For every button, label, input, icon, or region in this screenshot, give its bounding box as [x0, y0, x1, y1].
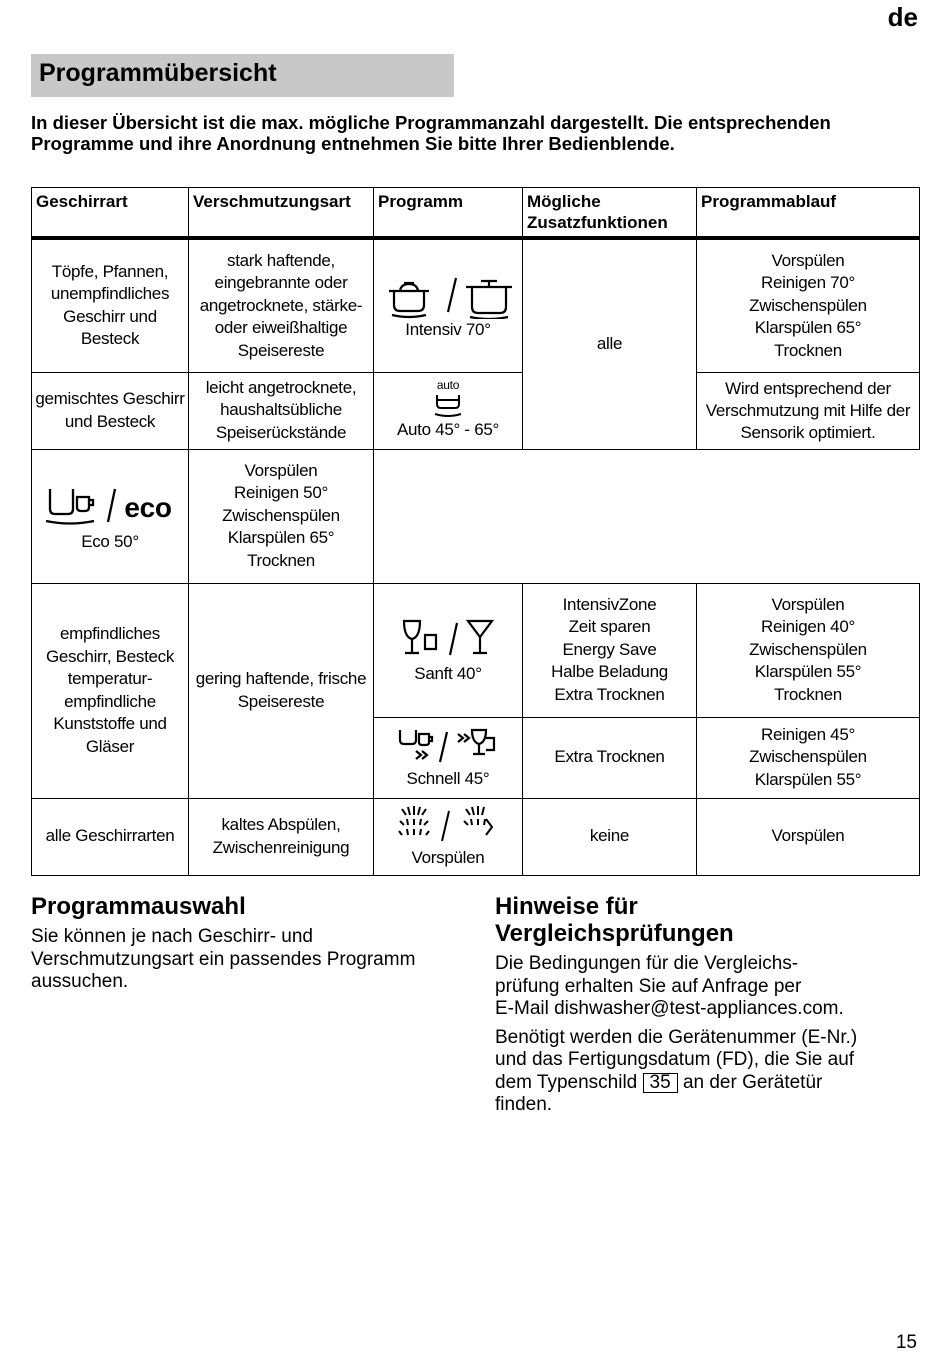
ablauf-step: Klarspülen 55°: [754, 662, 862, 682]
hinweise-section: [495, 893, 925, 1123]
table-row: [32, 372, 920, 409]
fast-icon: [396, 724, 500, 768]
ablauf-step: Klarspülen 55°: [754, 769, 862, 789]
section-title: Programmübersicht: [31, 54, 454, 97]
ablauf-step: Vorspülen: [771, 250, 845, 270]
text-line: an der Gerätetür: [682, 1071, 823, 1093]
program-cell-eco: [32, 449, 189, 583]
programmauswahl-section: [31, 893, 451, 1000]
ablauf-cell: [697, 583, 920, 717]
text-line: finden.: [495, 1094, 553, 1115]
ablauf-cell: Vorspülen: [697, 798, 920, 875]
program-table: [31, 187, 920, 876]
intro-text: In dieser Übersicht ist die max. mögliche Programmanzahl dargestellt. Die entsprechenden Programme und ihre Anordnung entnehmen Sie bitte Ihrer Bedienblende.: [31, 112, 831, 154]
ablauf-step: Klarspülen 65°: [754, 318, 862, 337]
text-line: Benötigt werden die Gerätenummer (E-Nr.): [495, 1026, 858, 1048]
col-header-zusatzfunktionen: Mögliche Zusatzfunktionen: [523, 188, 697, 239]
col-header-programm: Programm: [374, 188, 523, 239]
program-cell-schnell: [374, 717, 523, 798]
ablauf-step: Zwischenspülen: [749, 295, 867, 315]
programmauswahl-heading: Programmauswahl: [31, 893, 246, 920]
ablauf-cell: [697, 717, 920, 798]
table-row: [32, 798, 920, 875]
program-cell-intensiv: [374, 238, 523, 372]
program-label: Intensiv 70°: [405, 319, 491, 339]
program-label: Vorspülen: [411, 848, 485, 868]
ablauf-step: Vorspülen: [771, 594, 845, 614]
ablauf-step: Reinigen 50°: [234, 483, 328, 503]
program-label: Sanft 40°: [414, 663, 482, 683]
pot-icon: [384, 271, 512, 319]
program-label: Schnell 45°: [406, 769, 490, 789]
program-cell-vorspuelen: [374, 798, 523, 875]
zusatz-item: Energy Save: [562, 639, 657, 659]
geschirr-cell: empfindliches Geschirr, Besteck temperatur-empfindliche Kunststoffe und Gläser: [32, 583, 189, 798]
hinweise-heading-line: Vergleichsprüfungen: [495, 920, 734, 947]
ablauf-step: Zwischenspülen: [749, 639, 867, 659]
verschmutzung-cell: kaltes Abspülen, Zwischenreinigung: [189, 798, 374, 875]
programmauswahl-text: Sie können je nach Geschirr- und Verschmutzungsart ein passendes Programm aussuchen.: [31, 926, 416, 992]
geschirr-cell: gemischtes Geschirr und Besteck: [32, 372, 189, 449]
hinweise-heading-line: Hinweise für: [495, 893, 638, 920]
figure-reference-box: 35: [643, 1073, 678, 1093]
zusatz-cell: Extra Trocknen: [523, 717, 697, 798]
text-line: Die Bedingungen für die Vergleichs-: [495, 953, 799, 974]
ablauf-step: Reinigen 45°: [761, 724, 855, 744]
table-header-row: [32, 188, 920, 239]
table-row: [32, 449, 920, 583]
verschmutzung-cell: leicht angetrocknete, haushaltsübliche Speiserückstände: [189, 372, 374, 449]
col-header-geschirrart: Geschirrart: [32, 188, 189, 239]
geschirr-cell: alle Geschirrarten: [32, 798, 189, 875]
col-header-verschmutzungsart: Verschmutzungsart: [189, 188, 374, 239]
zusatz-cell: [523, 583, 697, 717]
text-line: E-Mail dishwasher@test-appliances.com.: [495, 998, 844, 1019]
text-line: und das Fertigungsdatum (FD), die Sie auf: [495, 1049, 855, 1070]
zusatz-cell: keine: [523, 798, 697, 875]
ablauf-step: Reinigen 70°: [761, 273, 855, 292]
ablauf-step: Reinigen 40°: [761, 617, 855, 637]
zusatz-cell: alle: [523, 238, 697, 449]
geschirr-cell: Töpfe, Pfannen, unempfindliches Geschirr und Besteck: [32, 238, 189, 372]
program-cell-auto: [374, 372, 523, 449]
text-line: prüfung erhalten Sie auf Anfrage per: [495, 975, 802, 997]
hinweise-paragraph-1: [495, 953, 925, 1021]
ablauf-cell: [189, 449, 374, 583]
program-label: Eco 50°: [81, 531, 139, 551]
auto-basket-icon: [428, 379, 468, 419]
ablauf-cell: Wird entsprechend der Verschmutzung mit Hilfe der Sensorik optimiert.: [697, 372, 920, 449]
zusatz-item: IntensivZone: [562, 594, 657, 614]
program-cell-sanft: [374, 583, 523, 717]
eco-icon-text: eco: [124, 491, 172, 523]
verschmutzung-cell: stark haftende, eingebrannte oder angetrocknete, stärke- oder eiweißhaltige Speisereste: [189, 238, 374, 372]
hinweise-heading: [495, 893, 925, 947]
zusatz-item: Halbe Beladung: [551, 662, 668, 682]
ablauf-step: Vorspülen: [244, 460, 318, 480]
auto-icon-text: auto: [436, 379, 460, 393]
ablauf-cell: [697, 238, 920, 372]
glass-icon: [398, 615, 498, 663]
program-label: Auto 45° - 65°: [396, 420, 500, 440]
eco-basket-icon: [42, 479, 178, 531]
ablauf-step: Klarspülen 65°: [227, 528, 335, 548]
hinweise-paragraph-2: [495, 1027, 925, 1117]
ablauf-step: Trocknen: [774, 340, 842, 360]
verschmutzung-cell: gering haftende, frische Speisereste: [189, 583, 374, 798]
table-row: [32, 583, 920, 717]
ablauf-step: Trocknen: [774, 684, 842, 704]
spray-icon: [396, 803, 500, 847]
text-line: dem Typenschild: [495, 1071, 638, 1093]
table-row: [32, 238, 920, 372]
page-number: 15: [895, 1332, 917, 1353]
ablauf-step: Zwischenspülen: [749, 747, 867, 767]
zusatz-item: Extra Trocknen: [554, 684, 665, 704]
col-header-programmablauf: Programmablauf: [697, 188, 920, 239]
ablauf-step: Zwischenspülen: [222, 505, 340, 525]
language-tag: de: [887, 2, 918, 32]
zusatz-item: Zeit sparen: [568, 617, 651, 637]
ablauf-step: Trocknen: [247, 550, 315, 570]
